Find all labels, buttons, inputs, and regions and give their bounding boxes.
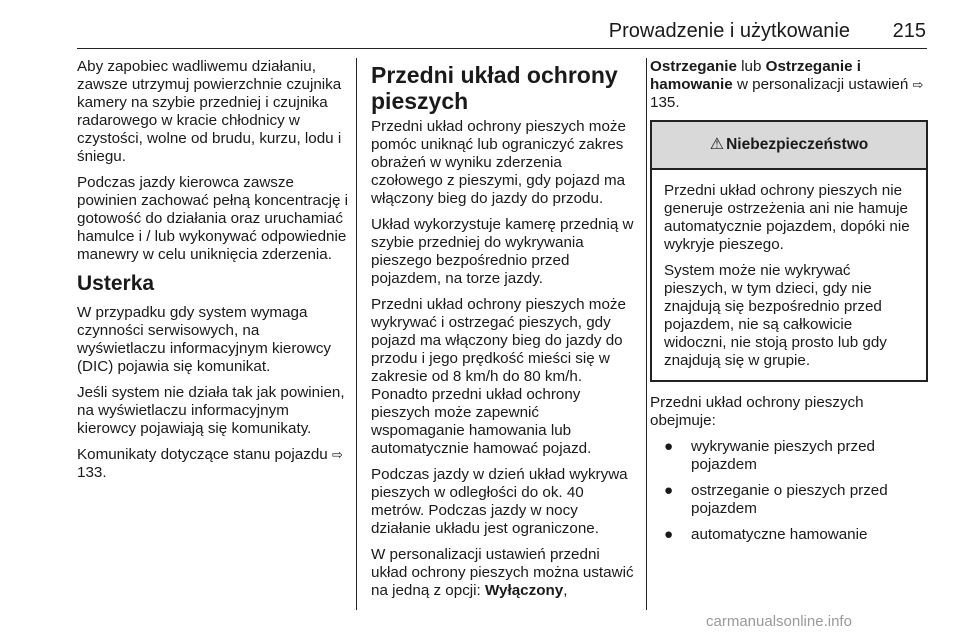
paragraph-driver-attention: Podczas jazdy kierowca zawsze powinien zachować pełną koncentrację i gotowość do działania oraz uruchamiać hamulce i / lub wykonywać odpowiednie manewry w celu uniknięcia zderzenia. — [77, 174, 349, 263]
punctuation-comma: , — [563, 582, 568, 599]
bullet-icon: ● — [664, 482, 674, 499]
paragraph-detection-distance: Podczas jazdy w dzień układ wykrywa pieszych w odległości do ok. 40 metrów. Podczas jazdy w nocy działanie układu jest ograniczone. — [371, 466, 628, 537]
column-divider-2 — [646, 58, 647, 610]
danger-warning-header — [652, 122, 926, 170]
list-item-text: wykrywanie pieszych przed pojazdem — [691, 438, 876, 473]
page-reference-icon: ⇨ — [331, 447, 343, 462]
danger-warning-body — [652, 170, 926, 380]
paragraph-maintenance: Aby zapobiec wadliwemu działaniu, zawsze utrzymuj powierzchnie czujnika kamery na szybie przedniej i czujnika radarowego w kracie chłodnicy w czystości, wolne od brudu, kurzu, lodu i śniegu. — [77, 58, 342, 165]
bullet-icon: ● — [664, 526, 674, 543]
heading-front-pedestrian-braking: Przedni układ ochrony pieszych — [371, 62, 618, 114]
paragraph-system-includes: Przedni układ ochrony pieszych obejmuje: — [650, 394, 864, 429]
column-right — [650, 58, 928, 552]
list-item — [650, 482, 928, 518]
list-item-text: automatyczne hamowanie — [691, 526, 868, 543]
warning-paragraph-2: System może nie wykrywać pieszych, w tym dzieci, gdy nie znajdują się bezpośrednio przed pojazdem, nie są całkowicie widoczni, nie stoją prosto lub gdy znajdują się w grupie. — [664, 262, 887, 369]
list-item — [650, 438, 928, 474]
header-rule — [77, 48, 927, 49]
watermark: carmanualsonline.info — [706, 613, 852, 630]
option-alert: Ostrzeganie — [650, 58, 737, 75]
paragraph-personalization — [371, 546, 635, 600]
vehicle-messages-text: Komunikaty dotyczące stanu pojazdu — [77, 446, 328, 463]
paragraph-options-continued — [650, 58, 928, 112]
paragraph-system-purpose: Przedni układ ochrony pieszych może pomóc uniknąć lub ograniczyć zakres obrażeń w wyniku zderzenia czołowego z pieszymi, gdy pojazd ma włączony bieg do jazdy do przodu. — [371, 118, 626, 207]
warning-triangle-icon: ⚠ — [709, 136, 725, 153]
vehicle-messages-page-ref[interactable]: 133. — [77, 464, 107, 481]
running-header-title: Prowadzenie i użytkowanie — [608, 20, 850, 42]
paragraph-speed-range: Przedni układ ochrony pieszych może wykrywać i ostrzegać pieszych, gdy pojazd ma włączony bieg do jazdy do przodu i jego prędkość mieści się w zakresie od 8 km/h do 80 km/h. Ponadto przedni układ ochrony pieszych może zapewnić wspomaganie hamowania lub automatycznie hamować pojazd. — [371, 296, 626, 457]
personalization-text: W personalizacji ustawień przedni układ ochrony pieszych można ustawić na jedną z opcji: — [371, 546, 634, 599]
paragraph-camera: Układ wykorzystuje kamerę przednią w szybie przedniej do wykrywania pieszego bezpośrednio przed pojazdem, na torze jazdy. — [371, 216, 634, 287]
paragraph-malfunction: Jeśli system nie działa tak jak powinien, na wyświetlaczu informacyjnym kierowcy pojawiają się komunikaty. — [77, 384, 345, 437]
personalization-page-ref[interactable]: 135. — [650, 94, 680, 111]
warning-paragraph-1: Przedni układ ochrony pieszych nie generuje ostrzeżenia ani nie hamuje automatycznie pojazdem, dopóki nie wykryje pieszego. — [664, 182, 910, 253]
feature-list — [650, 438, 928, 544]
page-reference-icon: ⇨ — [912, 77, 924, 92]
column-middle — [371, 58, 635, 608]
list-item — [650, 526, 928, 544]
option-off: Wyłączony — [485, 582, 564, 599]
paragraph-service-required: W przypadku gdy system wymaga czynności serwisowych, na wyświetlaczu informacyjnym kierowcy (DIC) pojawia się komunikat. — [77, 304, 332, 375]
column-left — [77, 58, 349, 490]
danger-warning-title: Niebezpieczeństwo — [726, 136, 869, 153]
danger-warning-box — [650, 120, 928, 382]
options-or: lub — [736, 58, 766, 75]
bullet-icon: ● — [664, 438, 674, 455]
heading-usterka: Usterka — [77, 272, 155, 295]
list-item-text: ostrzeganie o pieszych przed pojazdem — [691, 482, 888, 517]
option-alert-and-brake: Ostrzeganie i hamowanie — [650, 58, 862, 93]
paragraph-vehicle-messages — [77, 446, 349, 482]
page-number: 215 — [892, 20, 926, 42]
options-rest: w personalizacji ustawień — [732, 76, 909, 93]
column-divider-1 — [356, 58, 357, 610]
